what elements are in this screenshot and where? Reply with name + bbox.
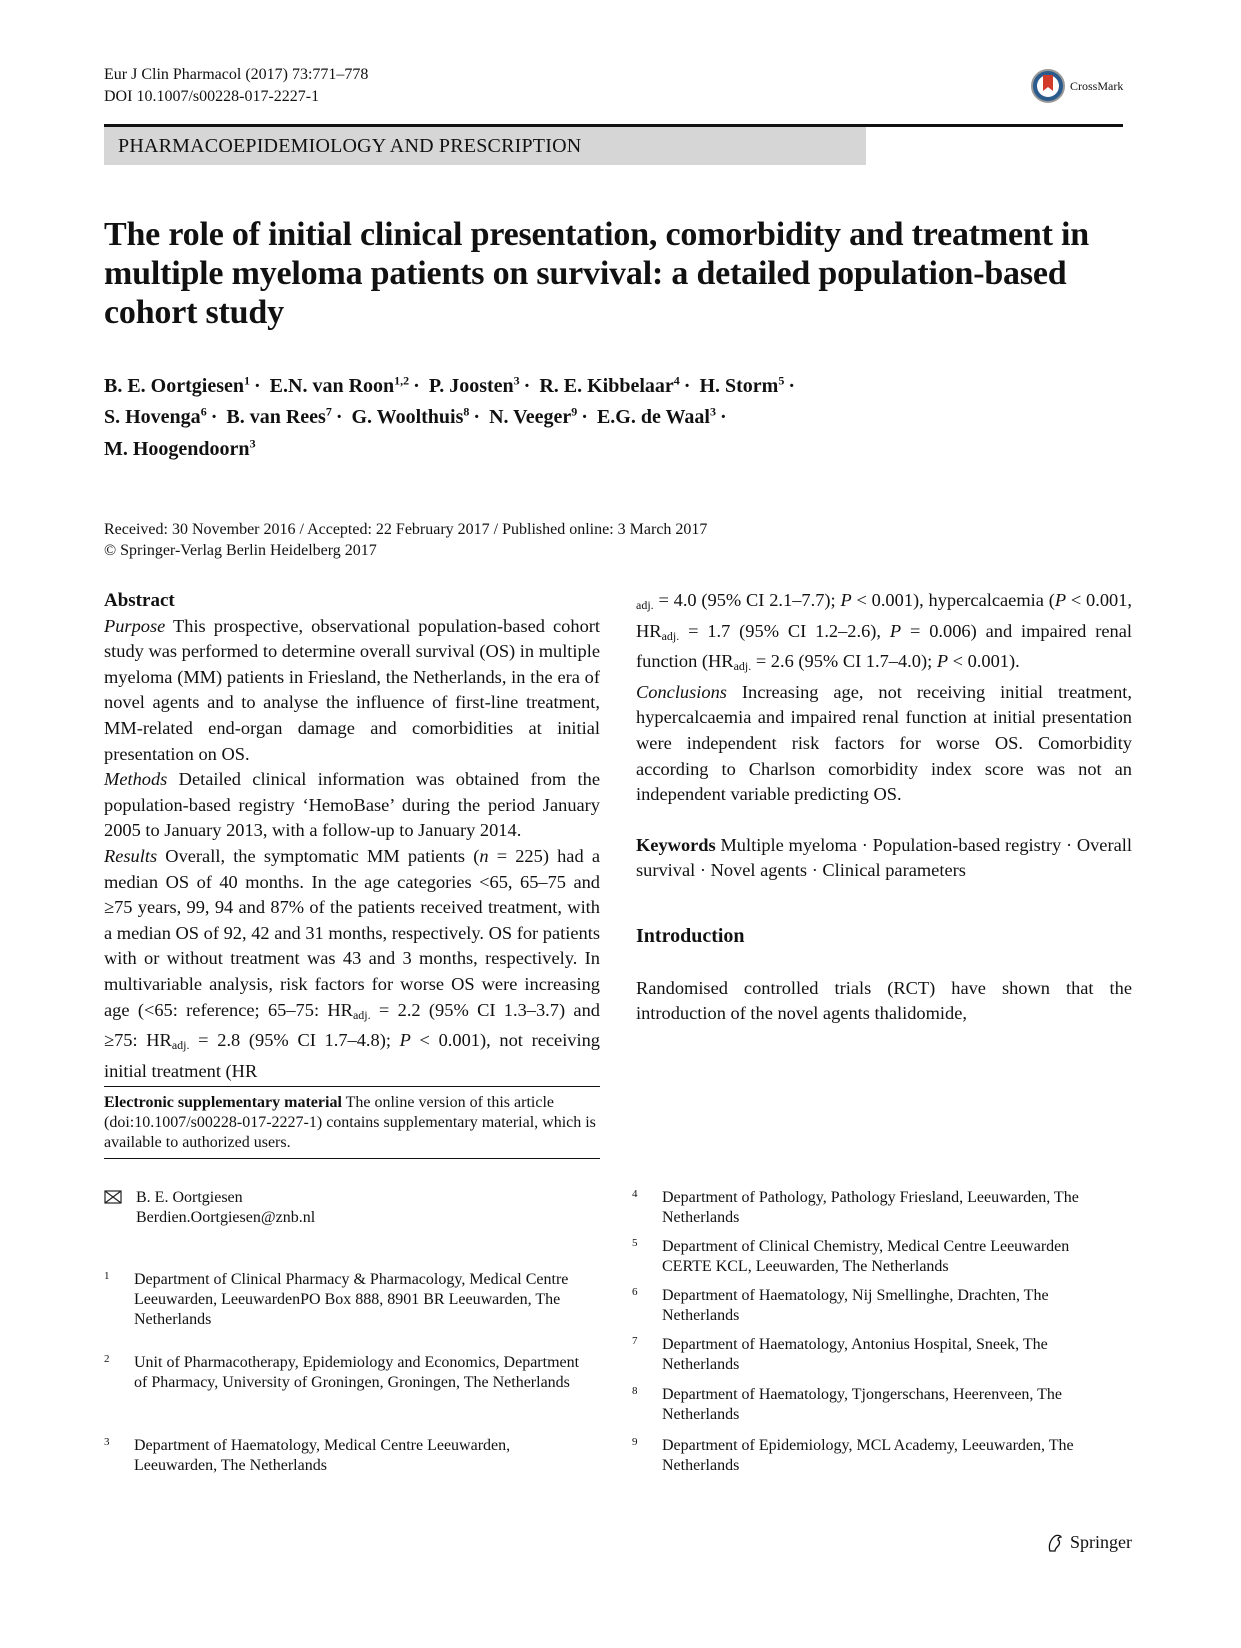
publisher-name: Springer [1070,1532,1132,1552]
affiliation-item: 2 Unit of Pharmacotherapy, Epidemiology and Economics, Department of Pharmacy, University of Groningen, Groningen, The Netherlands [104,1353,580,1391]
introduction-heading: Introduction [636,924,745,947]
doi-line[interactable]: DOI 10.1007/s00228-017-2227-1 [104,88,320,105]
abstract-results: Results Overall, the symptomatic MM patients (n = 225) had a median OS of 40 months. In the age categories <65, 65–75 and ≥75 years, 99, 94 and 87% of the patients received treatment, with a median OS of 92, 42 and 31 months, respectively. OS for patients with or without treatment was 43 and 3 months, respectively. In multivariable analysis, risk factors for worse OS were increasing age (<65: reference; 65–75: $HR_{adj.} = 2.2$ (95% CI 1.3–3.7) and ≥75: $HR_{adj.} = 2.8$ (95% CI 1.7–4.8); P < 0.001), not receiving initial treatment (HR [104,845,600,1081]
dates-line: Received: 30 November 2016 / Accepted: 22 February 2017 / Published online: 3 March 2017 [104,521,708,538]
abstract-methods: Methods Detailed clinical information was obtained from the population-based registry ‘HemoBase’ during the period January 2005 to January 2013, with a follow-up to January 2014. [104,769,600,841]
author[interactable]: B. van Rees$^7$ [226,404,332,429]
envelope-icon [104,1190,122,1204]
keywords: Keywords Multiple myeloma · Population-based registry · Overall survival · Novel agents · Clinical parameters [636,834,1132,881]
crossmark-badge[interactable] [1030,68,1123,104]
author[interactable]: G. Woolthuis$^8$ [351,404,470,429]
affiliation-item: 9 Department of Epidemiology, MCL Academy, Leeuwarden, The Netherlands [632,1436,1074,1474]
publisher-logo [1046,1532,1132,1553]
author[interactable]: H. Storm$^5$ [699,373,785,397]
crossmark-label: CrossMark [1070,78,1124,93]
author[interactable]: N. Veeger$^9$ [489,404,578,429]
author[interactable]: E.N. van Roon$^{1,2}$ [269,373,410,397]
article-title: The role of initial clinical presentation, comorbidity and treatment in multiple myeloma patients on survival: a detailed population-based cohort study [104,216,1089,331]
publication-dates [104,519,707,561]
esm-top-rule [104,1086,600,1087]
introduction-text: Randomised controlled trials (RCT) have shown that the introduction of the novel agents thalidomide, [636,977,1132,1024]
author[interactable]: P. Joosten$^3$ [428,373,520,397]
abstract-results-continued: $_{adj.}$ = 4.0 (95% CI 2.1–7.7); P < 0.001), hypercalcaemia (P < 0.001, $HR_{adj.} = 1.7$ (95% CI 1.2–2.6), P = 0.006) and impaired renal function ($HR_{adj.} = 2.6$ (95% CI 1.7–4.0); P < 0.001). [636,590,1132,674]
correspondence [104,1188,584,1228]
affiliation-item: 4 Department of Pathology, Pathology Friesland, Leeuwarden, The Netherlands [632,1188,1079,1226]
affiliation-item: 1 Department of Clinical Pharmacy & Pharmacology, Medical Centre Leeuwarden, LeeuwardenPO Box 888, 8901 BR Leeuwarden, The Netherlands [104,1270,569,1328]
journal-citation [104,64,368,108]
esm-note: Electronic supplementary material The online version of this article (doi:10.1007/s00228-017-2227-1) contains supplementary material, which is available to authorized users. [104,1094,596,1151]
affiliation-item: 3 Department of Haematology, Medical Centre Leeuwarden, Leeuwarden, The Netherlands [104,1436,511,1474]
journal-line: Eur J Clin Pharmacol (2017) 73:771–778 [104,66,369,83]
esm-bottom-rule [104,1158,600,1159]
author-list: B. E. Oortgiesen$^1$ · E.N. van Roon$^{1,2}$ · P. Joosten$^3$ · R. E. Kibbelaar$^4$ · H. Storm$^5$ · S. Hovenga$^6$ · B. van Rees$^7$ · G. Woolthuis$^8$ · N. Veeger$^9$ · E.G. de Waal$^3$ · M. Hoogendoorn$^3$ [104,373,796,460]
abstract-heading: Abstract [104,590,175,611]
affiliation-item: 7 Department of Haematology, Antonius Hospital, Sneek, The Netherlands [632,1335,1048,1373]
abstract-conclusions: Conclusions Increasing age, not receiving initial treatment, hypercalcaemia and impaired renal function at initial presentation were independent risk factors for worse OS. Comorbidity according to Charlson comorbidity index score was not an independent variable predicting OS. [636,681,1132,805]
abstract-purpose: Purpose This prospective, observational population-based cohort study was performed to determine overall survival (OS) in multiple myeloma (MM) patients in Friesland, the Netherlands, in the era of novel agents and to analyse the influence of first-line treatment, MM-related end-organ damage and comorbidities at initial presentation on OS. [104,615,600,764]
right-column [636,588,1132,1027]
copyright-line: © Springer-Verlag Berlin Heidelberg 2017 [104,542,377,559]
springer-horse-icon [1046,1533,1064,1553]
affiliation-item: 5 Department of Clinical Chemistry, Medical Centre Leeuwarden CERTE KCL, Leeuwarden, The Netherlands [632,1237,1070,1275]
section-banner: PHARMACOEPIDEMIOLOGY AND PRESCRIPTION [104,127,866,165]
correspondence-email[interactable]: Berdien.Oortgiesen@znb.nl [136,1209,316,1226]
correspondence-name: B. E. Oortgiesen [136,1189,243,1206]
affiliation-item: 6 Department of Haematology, Nij Smellinghe, Drachten, The Netherlands [632,1286,1049,1324]
crossmark-icon [1030,68,1066,104]
affiliation-item: 8 Department of Haematology, Tjongerschans, Heerenveen, The Netherlands [632,1385,1062,1423]
author[interactable]: M. Hoogendoorn$^3$ [104,436,256,460]
author[interactable]: B. E. Oortgiesen$^1$ [104,373,250,397]
author[interactable]: S. Hovenga$^6$ [104,404,207,429]
abstract-column [104,588,600,1084]
author[interactable]: E.G. de Waal$^3$ [596,404,716,429]
author[interactable]: R. E. Kibbelaar$^4$ [539,373,680,397]
